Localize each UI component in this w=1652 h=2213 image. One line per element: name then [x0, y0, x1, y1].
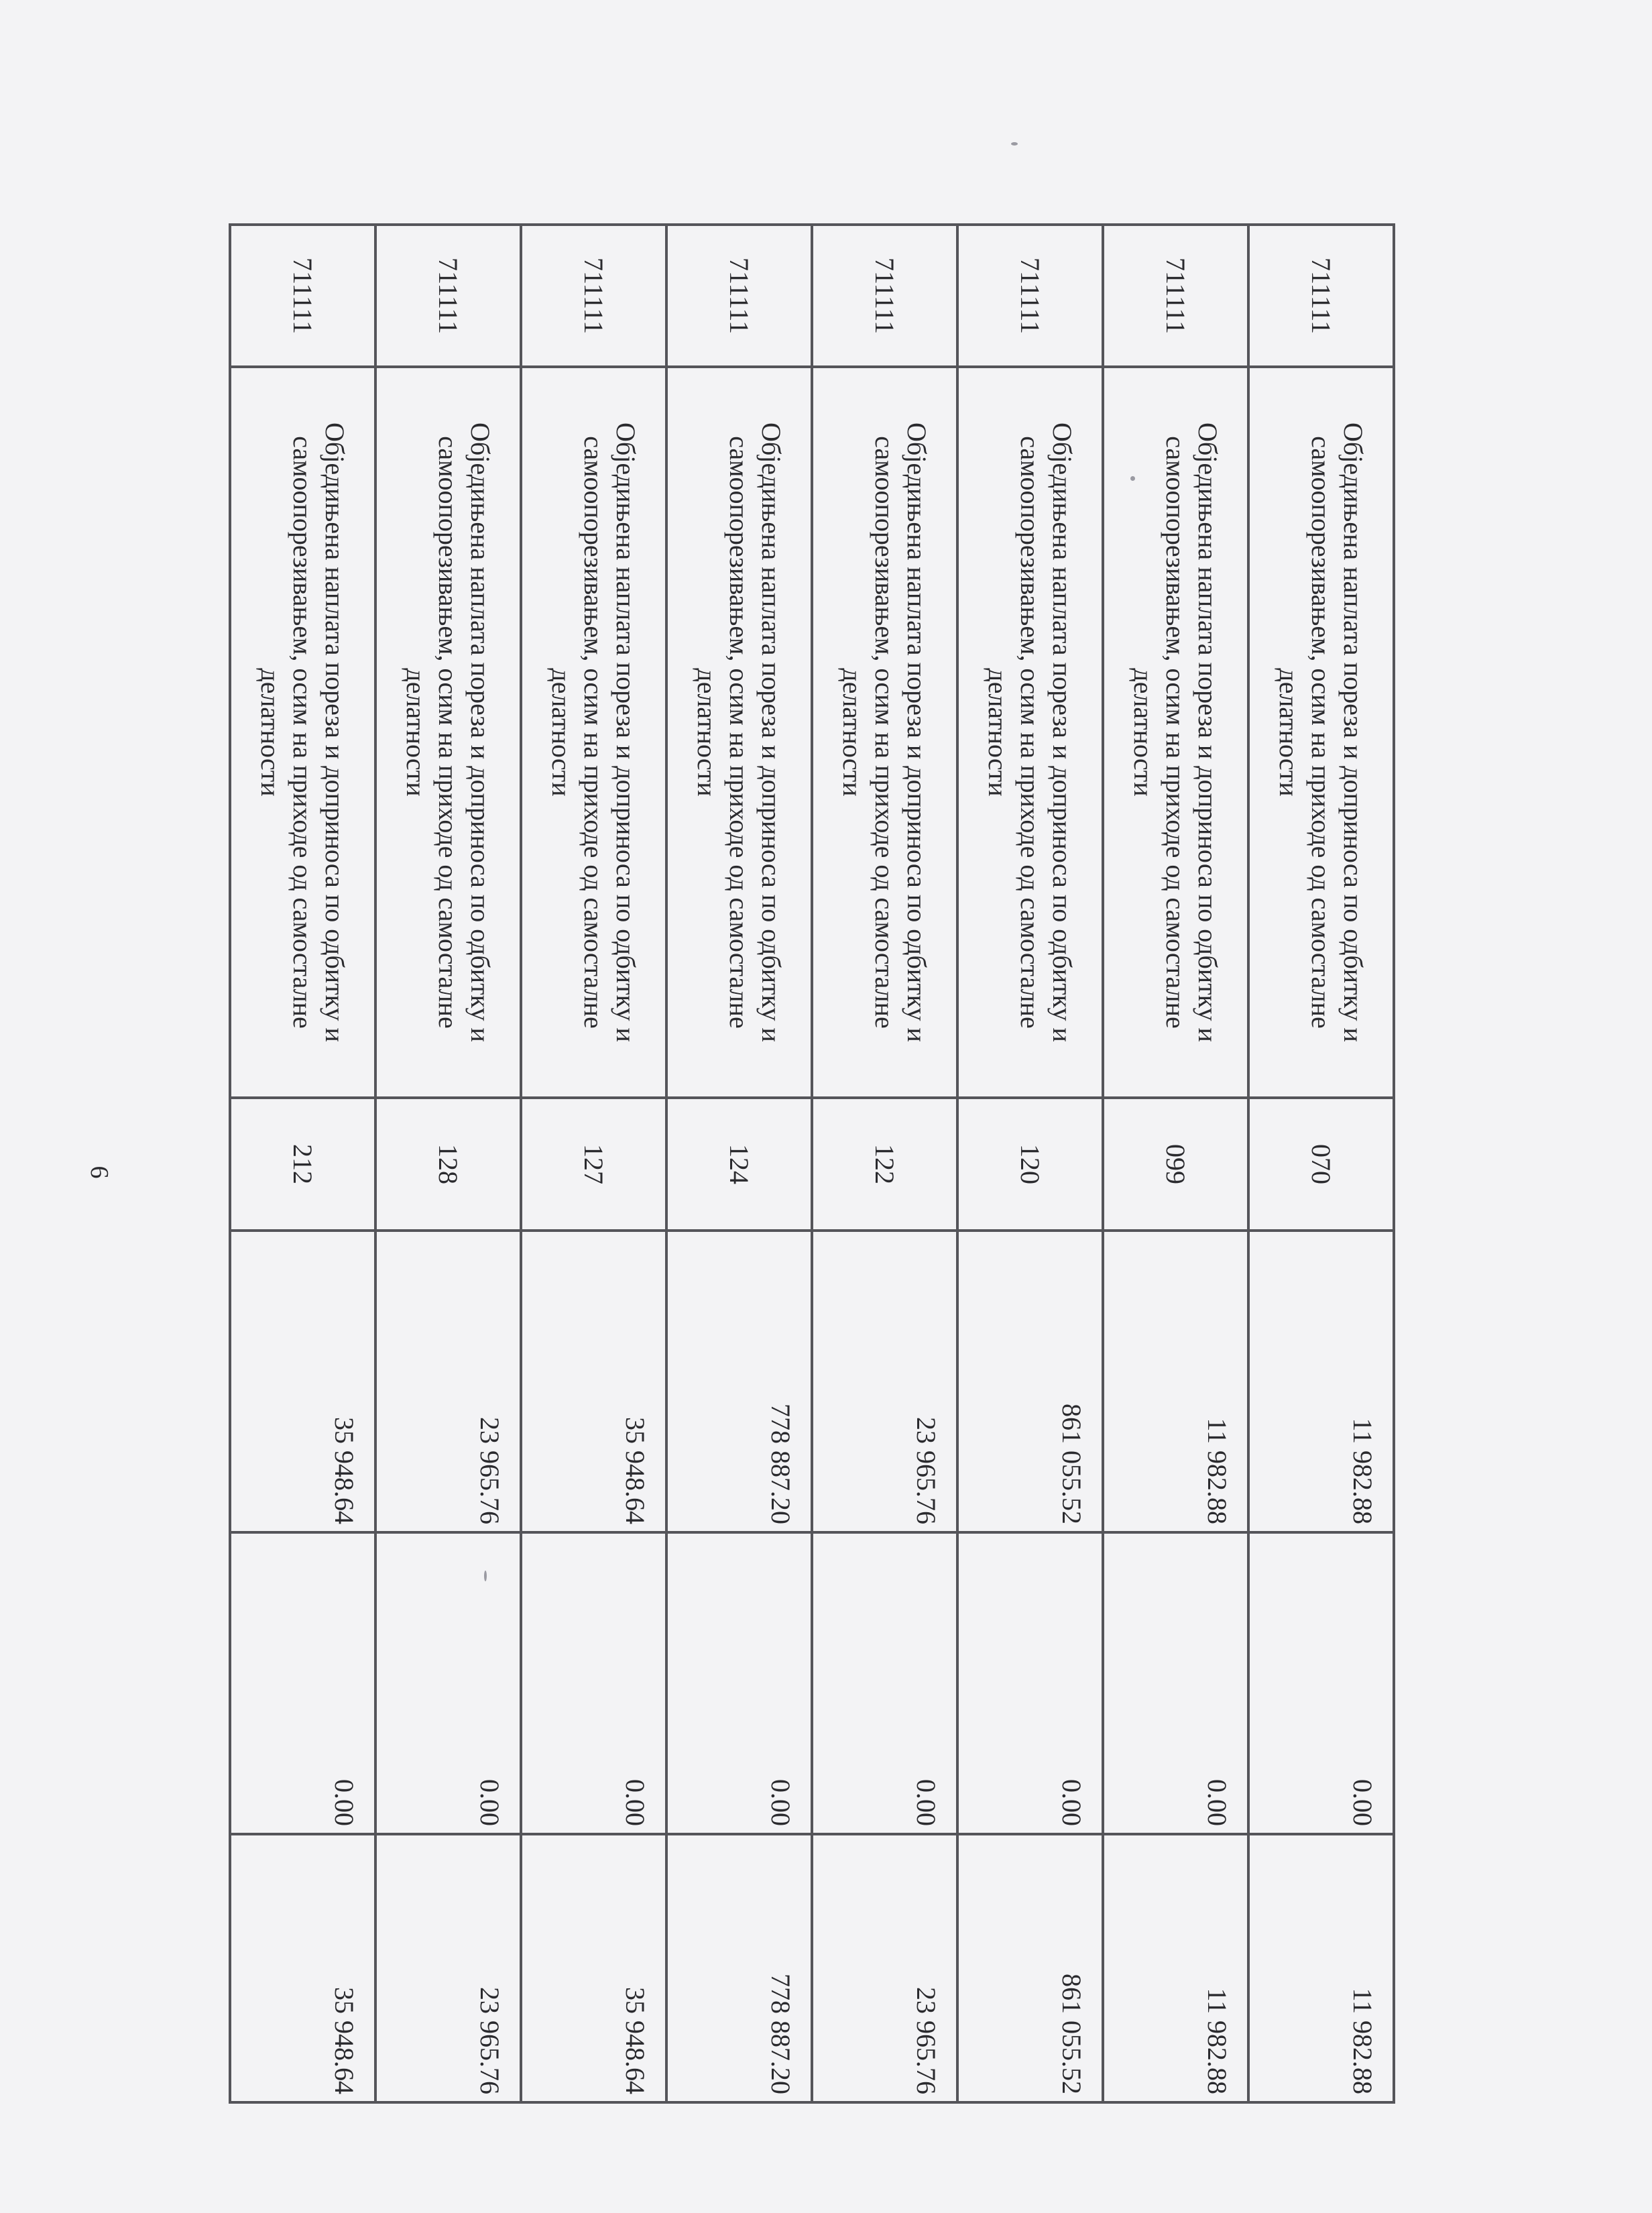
amount-3-cell [375, 1834, 521, 2102]
amount-3-cell [521, 1834, 666, 2102]
account-cell-text: 711111 [433, 257, 464, 335]
amount-1-cell [521, 1231, 666, 1532]
amount-3-cell [230, 1834, 375, 2102]
table-row [1103, 225, 1248, 2102]
amount-1-cell-text: 11 982.88 [1348, 1418, 1378, 1524]
amount-3-cell [1248, 1834, 1394, 2102]
amount-1-cell [1103, 1231, 1248, 1532]
description-cell [1248, 367, 1394, 1098]
amount-1-cell-text: 778 887.20 [766, 1404, 796, 1524]
amount-3-cell-text: 11 982.88 [1202, 1988, 1233, 2094]
amount-2-cell [230, 1532, 375, 1834]
account-cell-text: 711111 [870, 257, 900, 335]
account-cell [666, 225, 812, 367]
amount-1-cell-text: 23 965.76 [911, 1417, 942, 1524]
account-cell [375, 225, 521, 367]
amount-3-cell [957, 1834, 1103, 2102]
code-cell [521, 1098, 666, 1231]
amount-2-cell-text: 0.00 [329, 1779, 360, 1826]
account-cell [230, 225, 375, 367]
page-number: 6 [85, 1166, 113, 1179]
code-cell-text: 122 [870, 1144, 900, 1184]
code-cell-text: 212 [288, 1144, 318, 1184]
amount-1-cell [1248, 1231, 1394, 1532]
description-cell-text: Обједињена наплата пореза и доприноса по одбитку и самоопорезивањем, осим на приходе од самосталне делатности [837, 422, 933, 1042]
amount-3-cell [666, 1834, 812, 2102]
amount-3-cell-text: 23 965.76 [911, 1987, 942, 2094]
account-cell [812, 225, 957, 367]
amount-1-cell [375, 1231, 521, 1532]
amount-1-cell-text: 35 948.64 [329, 1417, 360, 1524]
table-row [957, 225, 1103, 2102]
description-cell-text: Обједињена наплата пореза и доприноса по одбитку и самоопорезивањем, осим на приходе од самосталне делатности [546, 422, 642, 1042]
amount-2-cell-text: 0.00 [1348, 1779, 1378, 1826]
code-cell-text: 127 [579, 1144, 609, 1184]
account-cell-text: 711111 [579, 257, 609, 335]
table-row [666, 225, 812, 2102]
amount-3-cell [812, 1834, 957, 2102]
amount-1-cell-text: 11 982.88 [1202, 1418, 1233, 1524]
description-cell [521, 367, 666, 1098]
account-cell-text: 711111 [1161, 257, 1191, 335]
description-cell [230, 367, 375, 1098]
amount-2-cell [666, 1532, 812, 1834]
amount-2-cell [521, 1532, 666, 1834]
amount-1-cell [957, 1231, 1103, 1532]
amount-2-cell-text: 0.00 [1057, 1779, 1087, 1826]
account-cell-text: 711111 [724, 257, 755, 335]
description-cell [375, 367, 521, 1098]
amount-3-cell-text: 11 982.88 [1348, 1988, 1378, 2094]
code-cell-text: 124 [724, 1144, 755, 1184]
amount-3-cell-text: 23 965.76 [475, 1987, 506, 2094]
amount-1-cell-text: 861 055.52 [1057, 1404, 1087, 1524]
code-cell [1103, 1098, 1248, 1231]
amount-2-cell [812, 1532, 957, 1834]
scan-speck [1011, 142, 1018, 146]
table-row [230, 225, 375, 2102]
amount-2-cell-text: 0.00 [766, 1779, 796, 1826]
scan-speck [484, 1571, 487, 1581]
description-cell-text: Обједињена наплата пореза и доприноса по одбитку и самоопорезивањем, осим на приходе од самосталне делатности [1128, 422, 1224, 1042]
amount-1-cell-text: 23 965.76 [475, 1417, 506, 1524]
code-cell [812, 1098, 957, 1231]
amount-3-cell-text: 861 055.52 [1057, 1974, 1087, 2094]
code-cell [957, 1098, 1103, 1231]
description-cell-text: Обједињена наплата пореза и доприноса по одбитку и самоопорезивањем, осим на приходе од самосталне делатности [983, 422, 1078, 1042]
table-row [375, 225, 521, 2102]
code-cell [230, 1098, 375, 1231]
description-cell [666, 367, 812, 1098]
description-cell [957, 367, 1103, 1098]
amount-3-cell-text: 778 887.20 [766, 1974, 796, 2094]
code-cell [1248, 1098, 1394, 1231]
account-cell [957, 225, 1103, 367]
account-cell [1103, 225, 1248, 367]
description-cell-text: Обједињена наплата пореза и доприноса по одбитку и самоопорезивањем, осим на приходе од самосталне делатности [401, 422, 496, 1042]
code-cell [375, 1098, 521, 1231]
amount-2-cell-text: 0.00 [620, 1779, 651, 1826]
table-body [230, 225, 1394, 2102]
amount-1-cell [666, 1231, 812, 1532]
amount-2-cell [957, 1532, 1103, 1834]
code-cell [666, 1098, 812, 1231]
description-cell [812, 367, 957, 1098]
table-row [1248, 225, 1394, 2102]
description-cell [1103, 367, 1248, 1098]
description-cell-text: Обједињена наплата пореза и доприноса по одбитку и самоопорезивањем, осим на приходе од самосталне делатности [1274, 422, 1369, 1042]
code-cell-text: 128 [433, 1144, 464, 1184]
code-cell-text: 070 [1306, 1144, 1337, 1184]
account-cell-text: 711111 [1306, 257, 1337, 335]
amount-2-cell-text: 0.00 [1202, 1779, 1233, 1826]
amount-2-cell-text: 0.00 [911, 1779, 942, 1826]
account-cell-text: 711111 [1015, 257, 1046, 335]
table-row [521, 225, 666, 2102]
amount-3-cell [1103, 1834, 1248, 2102]
amount-3-cell-text: 35 948.64 [620, 1987, 651, 2094]
revenue-table [229, 223, 1395, 2104]
code-cell-text: 099 [1161, 1144, 1191, 1184]
scan-speck [1130, 476, 1135, 481]
amount-2-cell [1248, 1532, 1394, 1834]
account-cell [1248, 225, 1394, 367]
amount-1-cell [230, 1231, 375, 1532]
amount-2-cell [375, 1532, 521, 1834]
amount-1-cell-text: 35 948.64 [620, 1417, 651, 1524]
description-cell-text: Обједињена наплата пореза и доприноса по одбитку и самоопорезивањем, осим на приходе од самосталне делатности [692, 422, 787, 1042]
rotated-table-wrapper [229, 223, 1395, 2101]
amount-2-cell-text: 0.00 [475, 1779, 506, 1826]
description-cell-text: Обједињена наплата пореза и доприноса по одбитку и самоопорезивањем, осим на приходе од самосталне делатности [255, 422, 351, 1042]
amount-1-cell [812, 1231, 957, 1532]
table-row [812, 225, 957, 2102]
amount-2-cell [1103, 1532, 1248, 1834]
account-cell-text: 711111 [288, 257, 318, 335]
account-cell [521, 225, 666, 367]
amount-3-cell-text: 35 948.64 [329, 1987, 360, 2094]
code-cell-text: 120 [1015, 1144, 1046, 1184]
